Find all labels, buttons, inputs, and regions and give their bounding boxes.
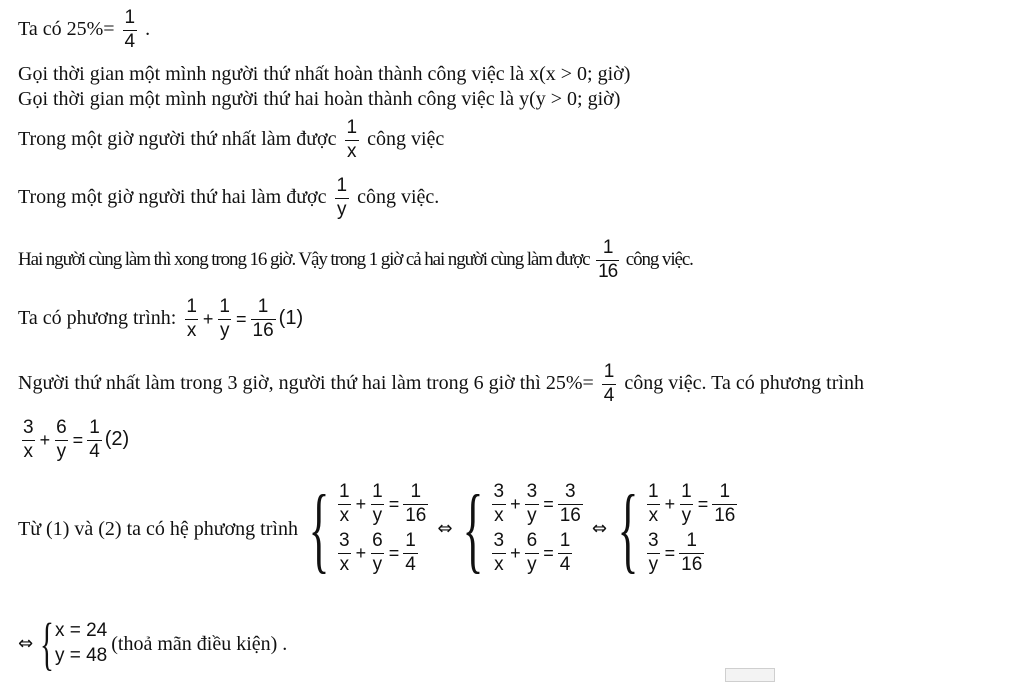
intro-line: Ta có 25%= $\frac{1}{4}$ . [18,7,151,52]
system-1-row-1: $\frac{1}{x}$ + $\frac{1}{y}$ = $\frac{1}{16}$ [339,481,427,526]
solution-system [39,611,108,676]
eq1-label: (1) [278,306,304,329]
system-1-row-2: $\frac{3}{x}$ + $\frac{6}{y}$ = $\frac{1}{4}$ [339,529,416,575]
solution-x: x = 24 [54,620,108,642]
system-2-row-2: $\frac{3}{x}$ + $\frac{6}{y}$ = $\frac{1}{4}$ [493,529,571,575]
eq1-term1: $\frac{1}{x}$ [186,296,197,341]
system-1 [304,474,431,582]
left-brace: { [308,474,330,582]
let-y-line: Gọi thời gian một mình người thứ hai hoàn thành công việc là y(y > 0; giờ) [18,88,621,110]
system-3 [613,474,740,582]
eq2-term1: $\frac{3}{x}$ [23,417,34,462]
system-text: Từ (1) và (2) ta có hệ phương trình [18,517,298,540]
work-line: Người thứ nhất làm trong 3 giờ, người thứ hai làm trong 6 giờ thì 25%= $\frac{1}{4}$ công việc. Ta có phương trình [18,361,864,406]
solution-line [18,611,288,676]
let-x-line: Gọi thời gian một mình người thứ nhất hoàn thành công việc là x(x > 0; giờ) [18,63,631,85]
eq2-rhs: $\frac{1}{4}$ [89,417,100,462]
intro-fraction: $\frac{1}{4}$ [124,7,136,52]
system-line [18,474,740,582]
left-brace: { [463,474,484,582]
equation-2-line: $\frac{3}{x}$ + $\frac{6}{y}$ = $\frac{1}{4}$ (2) [23,417,130,462]
solution-note: (thoả mãn điều kiện) . [111,633,288,656]
rate-y-line: Trong một giờ người thứ hai làm được $\frac{1}{y}$ công việc. [18,175,440,220]
system-2-row-1: $\frac{3}{x}$ + $\frac{3}{y}$ = $\frac{3}{16}$ [493,481,581,526]
left-brace: { [617,474,639,582]
together-line: Hai người cùng làm thì xong trong 16 giờ. Vậy trong 1 giờ cả hai người cùng làm được $\frac{1}{16}$ công việc. [18,237,693,282]
eq2-label: (2) [104,427,130,450]
rate-y-fraction: $\frac{1}{y}$ [336,175,348,220]
eq1-rhs: $\frac{1}{16}$ [252,296,274,341]
rate-x-fraction: $\frac{1}{x}$ [346,117,358,162]
intro-text: Ta có 25%= [18,17,115,40]
eq1-term2: $\frac{1}{y}$ [219,296,230,341]
solution-y: y = 48 [54,645,108,667]
equivalence-icon: ⇔ [437,517,453,539]
cropped-box [725,668,775,682]
together-fraction: $\frac{1}{16}$ [598,237,618,282]
system-3-row-1: $\frac{1}{x}$ + $\frac{1}{y}$ = $\frac{1}{16}$ [648,481,736,526]
work-fraction: $\frac{1}{4}$ [603,361,615,406]
system-3-row-2: $\frac{3}{y}$ = $\frac{1}{16}$ [648,529,703,575]
equivalence-icon: ⇔ [591,517,607,539]
left-brace: { [40,611,54,676]
eq2-term2: $\frac{6}{y}$ [56,417,67,462]
equivalence-icon: ⇔ [18,633,34,655]
equation-1-line: Ta có phương trình: $\frac{1}{x}$ + $\frac{1}{y}$ = $\frac{1}{16}$ (1) [18,296,304,341]
system-2 [458,474,585,582]
rate-x-line: Trong một giờ người thứ nhất làm được $\frac{1}{x}$ công việc [18,117,445,162]
